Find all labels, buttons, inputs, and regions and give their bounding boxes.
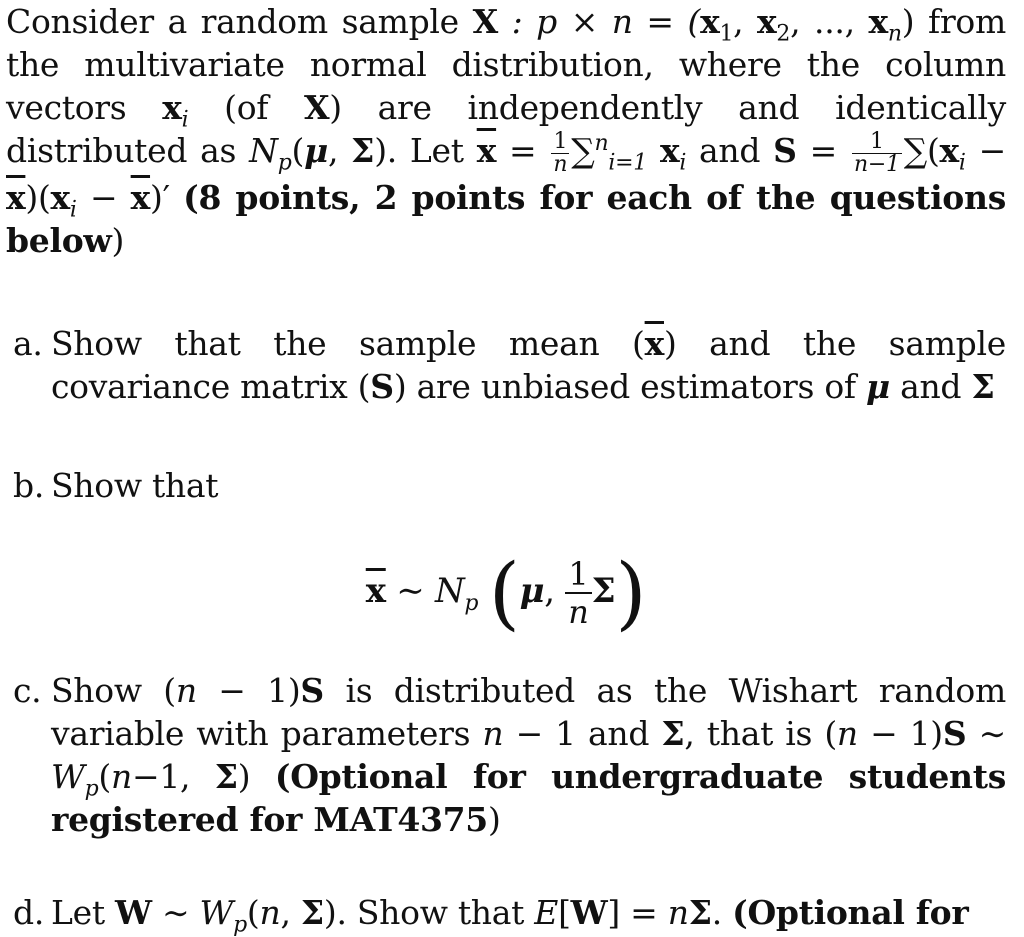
qa-xbar: $\overline{x}$ xyxy=(644,323,664,363)
qc-S: S xyxy=(300,670,324,710)
vec-x1: x xyxy=(700,2,720,41)
minus-2: − xyxy=(76,177,131,217)
equals: = xyxy=(496,131,550,170)
sub-i-4: i xyxy=(69,197,77,223)
qc-optional-close: ) xyxy=(487,799,501,839)
sum-lower: i=1 xyxy=(608,150,647,176)
question-c-marker: c. xyxy=(13,670,42,710)
sub-2: 2 xyxy=(776,21,791,47)
vec-xn: x xyxy=(868,2,888,41)
mu-symbol: μ xyxy=(304,131,328,170)
points-close: ) xyxy=(111,220,125,260)
qd-comma: , xyxy=(280,892,301,932)
vec-xi-3: x xyxy=(939,131,959,170)
matrix-X-2: X xyxy=(303,88,330,127)
qd-sigma: Σ xyxy=(300,892,324,932)
equals-2: = xyxy=(796,131,850,170)
sum-expr-open: ∑( xyxy=(903,131,940,170)
ellipsis: , ..., xyxy=(790,2,869,41)
qc-sub-p: p xyxy=(84,776,99,802)
fraction-1-over-n xyxy=(551,128,569,177)
qc-text-2: − 1) xyxy=(196,670,301,710)
frac2-num: 1 xyxy=(852,131,902,154)
qc-text-1: Show ( xyxy=(51,670,176,710)
left-paren: ( xyxy=(488,545,520,639)
minus: − xyxy=(965,131,1006,170)
qd-optional-note: (Optional for xyxy=(732,892,969,932)
problem-document xyxy=(6,0,1007,937)
sub-i-3: i xyxy=(958,150,966,176)
sum-symbol: ∑ xyxy=(571,131,595,170)
qa-text-2: ) and the sample covariance matrix ( xyxy=(51,323,1006,406)
qa-text-3: ) are unbiased estimators of xyxy=(393,366,867,406)
qb-tilde: ∼ xyxy=(385,570,435,611)
qd-bracket-open: [ xyxy=(558,892,571,932)
qc-text-4: − 1 and xyxy=(503,713,662,753)
right-paren: ) xyxy=(615,545,647,639)
qc-text-3: is distributed as the Wishart random variable with parameters xyxy=(51,670,1006,753)
xbar-2: $\overline{x}$ xyxy=(6,177,26,217)
qc-open: ( xyxy=(98,756,111,796)
matrix-X: X xyxy=(472,2,498,41)
question-d xyxy=(6,891,1006,937)
qc-minus-one: −1, xyxy=(131,756,215,796)
normal-N: N xyxy=(249,131,278,170)
qd-open: ( xyxy=(246,892,260,932)
qb-comma: , xyxy=(544,570,566,611)
question-b xyxy=(6,464,1006,507)
comma-2: , xyxy=(327,131,352,170)
vec-xi-2: x xyxy=(659,131,680,170)
question-a-marker: a. xyxy=(13,323,43,363)
question-b-formula xyxy=(6,543,1006,639)
qd-W-bold: W xyxy=(115,892,152,932)
sigma-symbol: Σ xyxy=(351,131,375,170)
qc-sigma: Σ xyxy=(661,713,685,753)
qd-tilde: ∼ xyxy=(151,892,200,932)
problem-intro: Consider a random sample X : $p \times n = (x_1$, $x_2$, ..., $x_n$) from the multivariate normal distribution, where the column vectors $x_i$ (of X) are independently and identically distributed as $N_p(\mu$, Σ). Let $\overline{x}$ = $\frac{1}{n}$ ∑$^n_{i=1}$ $x_i$ and S = $\frac{1}{n-1}$ $\sum(x_i - \overline{x})(x_i - \overline{x})'$ (8 points, 2 points for each of the questions below) xyxy=(6,2,1007,260)
intro-let: ). Let xyxy=(374,131,464,170)
frac2-den: n−1 xyxy=(854,151,900,177)
intro-dims: : p × n = ( xyxy=(497,2,701,41)
qd-n-2: n xyxy=(667,892,689,932)
sum-expr-mid: )( xyxy=(25,177,51,217)
vec-xi: x xyxy=(162,88,182,127)
question-a xyxy=(6,322,1006,408)
qc-n-3: n xyxy=(836,713,858,753)
qb-sigma: Σ xyxy=(591,570,616,611)
qd-n: n xyxy=(259,892,281,932)
comma: , xyxy=(733,2,758,41)
qd-text-1: Let xyxy=(51,892,115,932)
qa-sigma: Σ xyxy=(971,366,995,406)
sub-i: i xyxy=(181,107,189,133)
intro-of: (of xyxy=(188,88,304,127)
intro-text-3: ) are independently and identically distributed as xyxy=(6,88,1007,170)
qb-fraction xyxy=(565,556,591,630)
qc-tilde: ∼ xyxy=(966,713,1006,753)
qc-text-5: , that is ( xyxy=(684,713,837,753)
sub-1: 1 xyxy=(719,21,734,47)
question-d-marker: d. xyxy=(13,892,45,932)
qa-text-4: and xyxy=(889,366,972,406)
qd-sub-p: p xyxy=(233,912,247,937)
sub-p: p xyxy=(277,150,292,176)
qc-text-6: − 1) xyxy=(857,713,943,753)
frac-den: n xyxy=(553,151,568,177)
sub-n: n xyxy=(887,21,902,47)
qb-sub-p: p xyxy=(464,590,479,616)
xbar-symbol: $\overline{x}$ xyxy=(476,131,497,170)
sum-upper: n xyxy=(594,131,609,156)
question-c xyxy=(6,669,1006,841)
qd-bracket-close: ] = xyxy=(607,892,668,932)
vec-xi-4: x xyxy=(50,177,70,217)
qb-xbar: $\overline{x}$ xyxy=(365,570,386,611)
qd-E: E xyxy=(534,892,559,932)
intro-text: Consider a random sample xyxy=(6,2,473,41)
qa-mu: μ xyxy=(866,366,890,406)
vec-x2: x xyxy=(757,2,777,41)
qd-sigma-2: Σ xyxy=(688,892,712,932)
xbar-3: $\overline{x}$ xyxy=(130,177,151,217)
qb-frac-num: 1 xyxy=(565,556,591,594)
frac-num: 1 xyxy=(551,131,569,154)
qb-N: N xyxy=(434,570,465,611)
qc-optional-note: (Optional for undergraduate students registered for MAT4375 xyxy=(51,756,1006,839)
qa-S: S xyxy=(370,366,394,406)
and-text: and xyxy=(686,131,774,170)
qc-close: ) xyxy=(237,756,251,796)
matrix-S: S xyxy=(773,131,797,170)
fraction-1-over-n-minus-1 xyxy=(852,128,902,177)
qc-S-2: S xyxy=(942,713,967,753)
sum-expr-close: )′ xyxy=(150,177,170,217)
question-b-marker: b. xyxy=(13,465,45,505)
sub-i-2: i xyxy=(679,150,687,176)
points-note: (8 points, 2 points for each of the questions below xyxy=(6,177,1006,260)
qc-sigma-2: Σ xyxy=(214,756,238,796)
qa-text-1: Show that the sample mean ( xyxy=(51,323,645,363)
intro-text-2: ) from the multivariate normal distribution, where the column vectors xyxy=(6,2,1006,127)
qd-W: W xyxy=(199,892,234,932)
qc-n-2: n xyxy=(482,713,504,753)
qc-W: W xyxy=(51,756,85,796)
qb-mu: μ xyxy=(519,570,545,611)
qd-text-2: ). Show that xyxy=(323,892,535,932)
qb-frac-den: n xyxy=(568,592,589,631)
qd-period: . xyxy=(711,892,733,932)
qc-n-4: n xyxy=(111,756,132,796)
qb-text: Show that xyxy=(51,465,219,505)
qc-n: n xyxy=(175,670,197,710)
qd-W-bold-2: W xyxy=(570,892,608,932)
